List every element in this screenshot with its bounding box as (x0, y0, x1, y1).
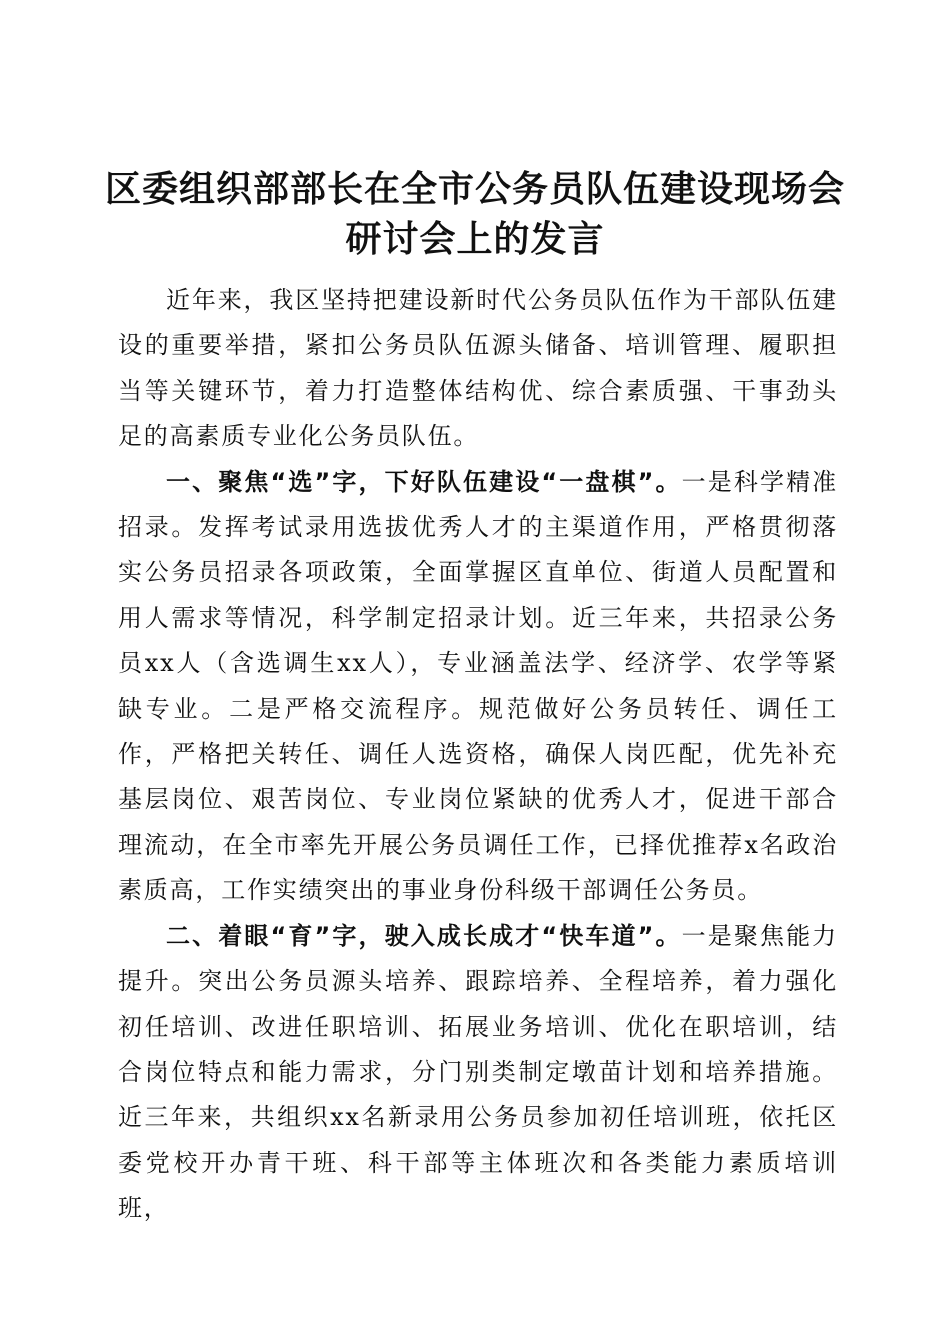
intro-paragraph: 近年来，我区坚持把建设新时代公务员队伍作为干部队伍建设的重要举措，紧扣公务员队伍源头储备、培训管理、履职担当等关键环节，着力打造整体结构优、综合素质强、干事劲头足的高素质专业化公务员队伍。 (118, 286, 838, 451)
section-2-text: 一是聚焦能力提升。突出公务员源头培养、跟踪培养、全程培养，着力强化初任培训、改进任职培训、拓展业务培训、优化在职培训，结合岗位特点和能力需求，分门别类制定墩苗计划和培养措施。近三年来，共组织xx名新录用公务员参加初任培训班，依托区委党校开办青干班、科干部等主体班次和各类能力素质培训班， (118, 921, 838, 1223)
section-1-heading: 一、聚焦“选”字，下好队伍建设“一盘棋”。 (166, 467, 682, 496)
document-body (118, 278, 838, 1232)
section-2-paragraph (118, 914, 838, 1232)
section-1-text: 一是科学精准招录。发挥考试录用选拔优秀人才的主渠道作用，严格贯彻落实公务员招录各项政策，全面掌握区直单位、街道人员配置和用人需求等情况，科学制定招录计划。近三年来，共招录公务员xx人（含选调生xx人），专业涵盖法学、经济学、农学等紧缺专业。二是严格交流程序。规范做好公务员转任、调任工作，严格把关转任、调任人选资格，确保人岗匹配，优先补充基层岗位、艰苦岗位、专业岗位紧缺的优秀人才，促进干部合理流动，在全市率先开展公务员调任工作，已择优推荐x名政治素质高，工作实绩突出的事业身份科级干部调任公务员。 (118, 467, 838, 905)
title-line-1: 区委组织部部长在全市公务员队伍建设现场会 (104, 168, 845, 211)
title-line-2: 研讨会上的发言 (345, 218, 605, 261)
document-title (100, 164, 850, 264)
section-1-paragraph (118, 460, 838, 914)
section-2-heading: 二、着眼“育”字，驶入成长成才“快车道”。 (166, 921, 682, 950)
